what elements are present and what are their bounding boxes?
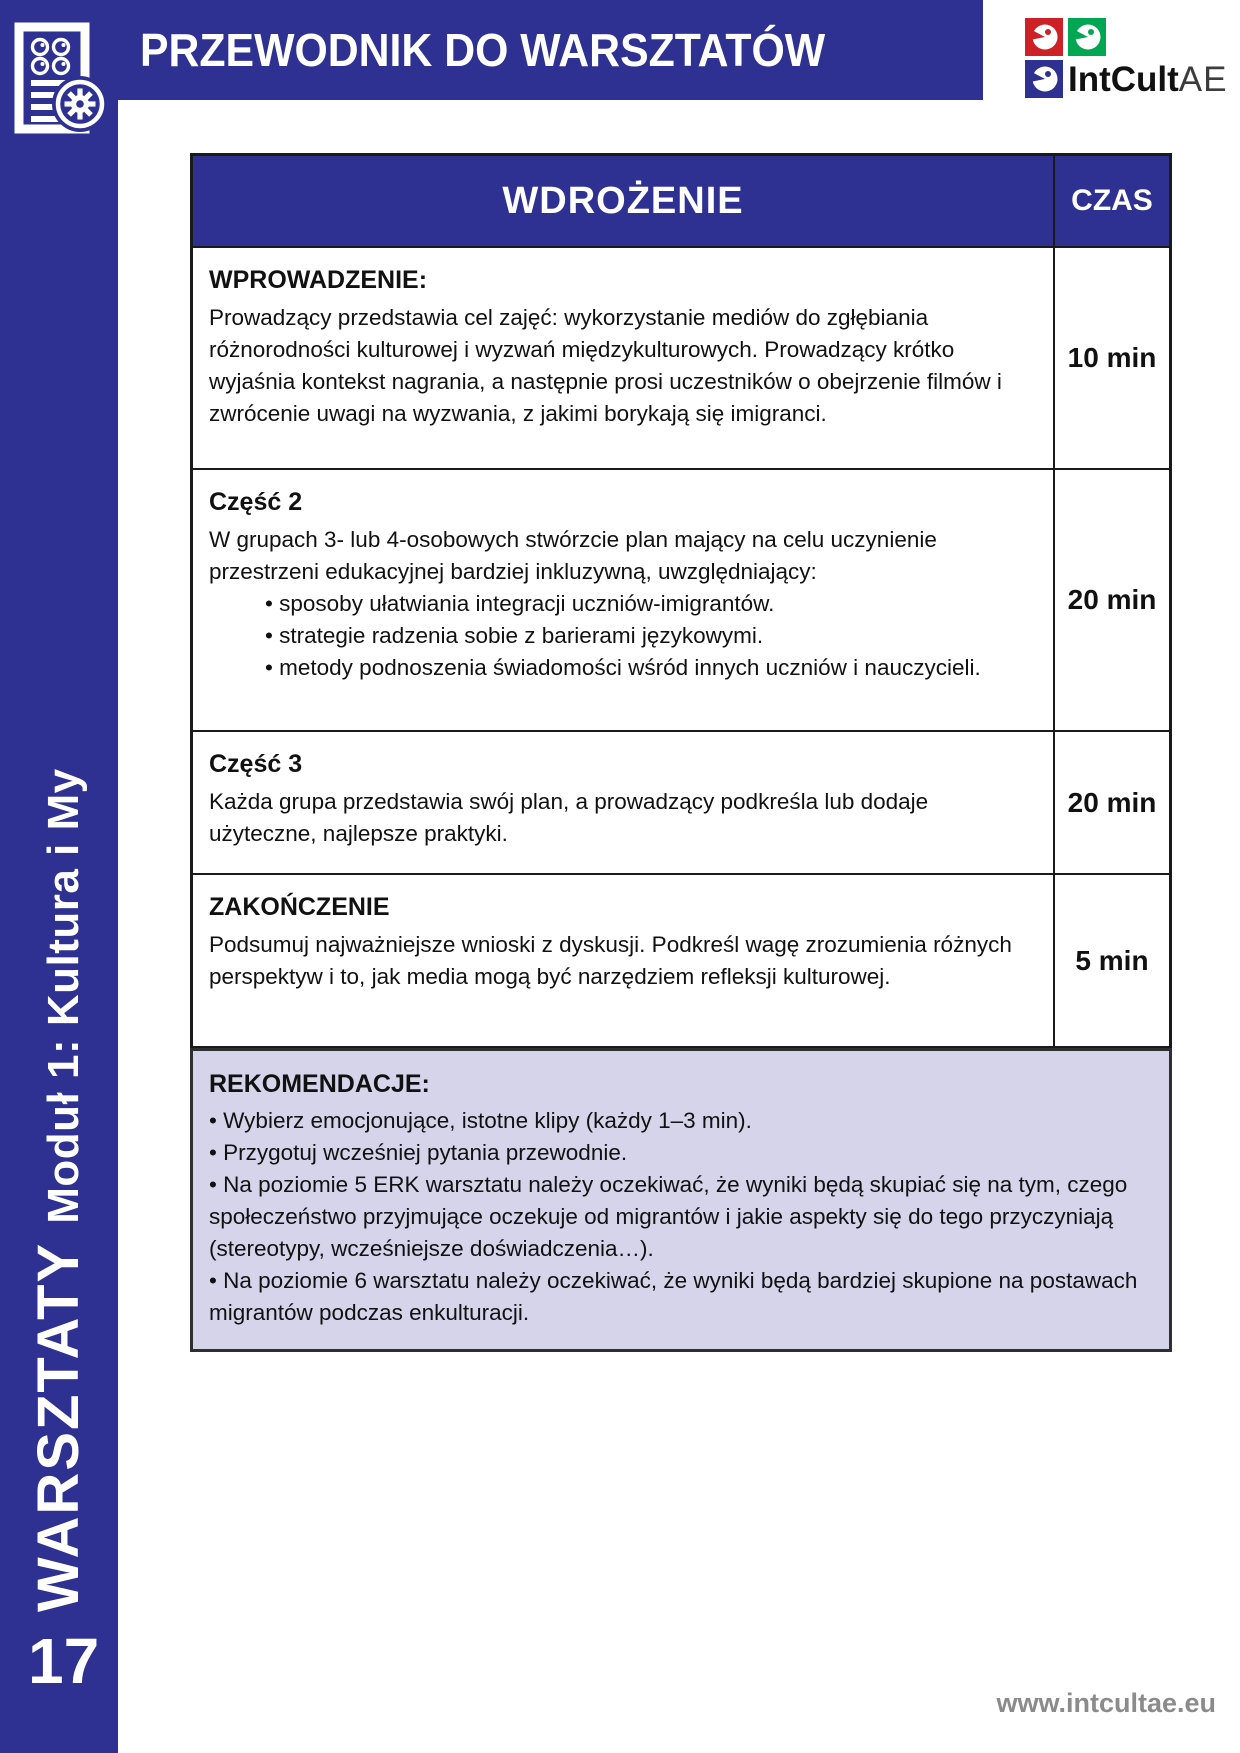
sidebar-module-label: Moduł 1: Kultura i My — [39, 768, 88, 1224]
logo-square-red-face-icon — [1025, 18, 1063, 56]
row-body: Prowadzący przedstawia cel zajęć: wykorzystanie mediów do zgłębiania różnorodności kulturowej i wyzwań międzykulturowych. Prowadzący krótko wyjaśnia kontekst nagrania, a następnie prosi uczestników o obejrzenie filmów i zwrócenie uwagi na wyzwania, z jakimi borykają się imigranci. — [209, 305, 1002, 426]
row-time: 10 min — [1053, 248, 1169, 468]
table-row-wprowadzenie — [193, 246, 1169, 468]
row-content — [193, 732, 1053, 873]
intcultae-logo — [1025, 18, 1228, 98]
table-header-row — [193, 156, 1169, 246]
sidebar-vertical-title — [26, 768, 91, 1612]
footer-url: www.intcultae.eu — [996, 1688, 1216, 1718]
row-time: 5 min — [1053, 875, 1169, 1046]
logo-square-blue-face-icon — [1025, 60, 1063, 98]
row-heading: WPROWADZENIE: — [209, 266, 428, 294]
table-row-czesc-3 — [193, 730, 1169, 873]
recommendations-heading: REKOMENDACJE: — [209, 1070, 430, 1098]
bullet-item: • metody podnoszenia świadomości wśród innych uczniów i nauczycieli. — [265, 652, 1031, 684]
recommendation-item: • Wybierz emocjonujące, istotne klipy (każdy 1–3 min). — [209, 1105, 1149, 1137]
logo-square-green-face-icon — [1068, 18, 1106, 56]
page-number: 17 — [28, 1625, 100, 1697]
bullet-item: • sposoby ułatwiania integracji uczniów-imigrantów. — [265, 588, 1031, 620]
row-time: 20 min — [1053, 470, 1169, 730]
row-heading: Część 3 — [209, 750, 303, 778]
row-content — [193, 875, 1053, 1046]
table-row-czesc-2 — [193, 468, 1169, 730]
row-content — [193, 248, 1053, 468]
recommendation-item: • Przygotuj wcześniej pytania przewodnie. — [209, 1137, 1149, 1169]
bullet-item: • strategie radzenia sobie z barierami językowymi. — [265, 620, 1031, 652]
workshop-schedule-table — [190, 153, 1172, 1049]
time-column-header: CZAS — [1053, 156, 1169, 246]
workshop-document-gear-icon — [14, 22, 110, 136]
logo-wordmark-bold: IntCult — [1068, 59, 1179, 99]
table-row-zakonczenie — [193, 873, 1169, 1046]
row-heading: Część 2 — [209, 488, 303, 516]
table-title: WDROŻENIE — [502, 179, 744, 222]
logo-wordmark-light: AE — [1178, 59, 1228, 99]
row-bullet-list — [209, 588, 1031, 684]
row-body: W grupach 3- lub 4-osobowych stwórzcie plan mający na celu uczynienie przestrzeni edukacyjnej bardziej inkluzywną, uwzględniający: — [209, 527, 937, 584]
recommendations-panel — [190, 1048, 1172, 1352]
row-time: 20 min — [1053, 732, 1169, 873]
recommendation-item: • Na poziomie 5 ERK warsztatu należy oczekiwać, że wyniki będą skupiać się na tym, czego społeczeństwo przyjmujące oczekuje od migrantów i jakie aspekty się do tego przyczyniają (stereotypy, wcześniejsze doświadczenia…). — [209, 1169, 1149, 1265]
row-body: Każda grupa przedstawia swój plan, a prowadzący podkreśla lub dodaje użyteczne, najlepsze praktyki. — [209, 789, 929, 846]
recommendation-item: • Na poziomie 6 warsztatu należy oczekiwać, że wyniki będą bardziej skupione na postawach migrantów podczas enkulturacji. — [209, 1265, 1149, 1329]
logo-wordmark — [1068, 60, 1228, 98]
row-body: Podsumuj najważniejsze wnioski z dyskusji. Podkreśl wagę zrozumienia różnych perspektyw i to, jak media mogą być narzędziem refleksji kulturowej. — [209, 932, 1012, 989]
page-title: PRZEWODNIK DO WARSZTATÓW — [140, 24, 826, 76]
row-heading: ZAKOŃCZENIE — [209, 893, 390, 921]
sidebar-series-label: WARSZTATY — [26, 1241, 91, 1612]
row-content — [193, 470, 1053, 730]
